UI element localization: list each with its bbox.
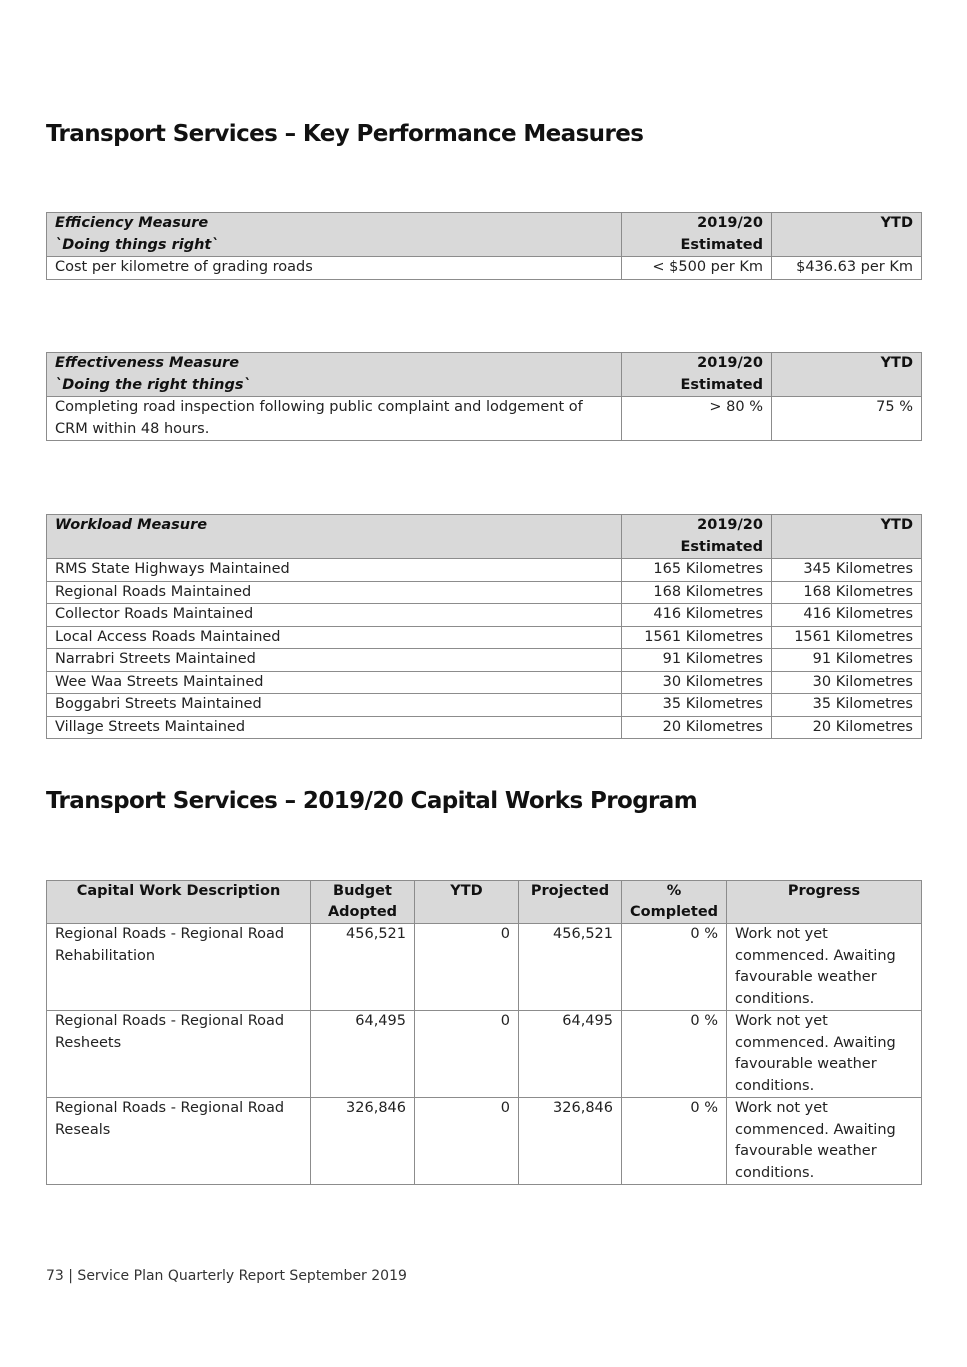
percent-completed-header: % Completed [622, 881, 727, 924]
measure-cell: Completing road inspection following public complaint and lodgement of CRM within 48 hours. [47, 397, 622, 441]
header-line: `Doing things right` [55, 236, 219, 253]
header-line: Estimated [680, 236, 763, 253]
measure-cell: Collector Roads Maintained [47, 604, 622, 627]
ytd-header: YTD [772, 515, 922, 559]
table-row [47, 397, 922, 441]
progress-header: Progress [727, 881, 922, 924]
estimated-cell: 30 Kilometres [622, 671, 772, 694]
table-row [47, 257, 922, 280]
header-line: `Doing the right things` [55, 376, 251, 393]
progress-cell: Work not yet commenced. Awaiting favourable weather conditions. [727, 1098, 922, 1185]
percent-cell: 0 % [622, 1098, 727, 1185]
table-row [47, 671, 922, 694]
estimated-cell: 168 Kilometres [622, 581, 772, 604]
header-line: Efficiency Measure [55, 215, 209, 231]
budget-cell: 456,521 [311, 924, 415, 1011]
ytd-cell: 1561 Kilometres [772, 626, 922, 649]
ytd-cell: 35 Kilometres [772, 694, 922, 717]
table-row [47, 649, 922, 672]
percent-cell: 0 % [622, 1011, 727, 1098]
budget-cell: 64,495 [311, 1011, 415, 1098]
measure-cell: Cost per kilometre of grading roads [47, 257, 622, 280]
table-row [47, 924, 922, 1011]
ytd-header: YTD [772, 353, 922, 397]
measure-cell: Boggabri Streets Maintained [47, 694, 622, 717]
estimated-cell: 35 Kilometres [622, 694, 772, 717]
table-header-row [47, 213, 922, 257]
ytd-cell: 0 [415, 1011, 519, 1098]
table-row [47, 581, 922, 604]
description-header: Capital Work Description [47, 881, 311, 924]
measure-cell: Wee Waa Streets Maintained [47, 671, 622, 694]
estimated-cell: 416 Kilometres [622, 604, 772, 627]
capital-works-table [46, 880, 922, 1185]
header-line: 2019/20 [697, 215, 763, 231]
header-line: Estimated [680, 538, 763, 555]
section-title-capital-works: Transport Services – 2019/20 Capital Works Program [46, 788, 698, 814]
budget-cell: 326,846 [311, 1098, 415, 1185]
workload-measure-table [46, 514, 922, 739]
projected-cell: 456,521 [519, 924, 622, 1011]
estimated-cell: 1561 Kilometres [622, 626, 772, 649]
ytd-cell: 416 Kilometres [772, 604, 922, 627]
section-title-kpi: Transport Services – Key Performance Measures [46, 121, 644, 147]
description-cell: Regional Roads - Regional Road Reseals [47, 1098, 311, 1185]
projected-header: Projected [519, 881, 622, 924]
table-row [47, 604, 922, 627]
description-cell: Regional Roads - Regional Road Resheets [47, 1011, 311, 1098]
ytd-cell: 345 Kilometres [772, 559, 922, 582]
header-line: Estimated [680, 376, 763, 393]
ytd-cell: $436.63 per Km [772, 257, 922, 280]
header-line: 2019/20 [697, 355, 763, 371]
estimated-cell: 165 Kilometres [622, 559, 772, 582]
measure-cell: Village Streets Maintained [47, 716, 622, 739]
projected-cell: 326,846 [519, 1098, 622, 1185]
table-row [47, 694, 922, 717]
measure-cell: Narrabri Streets Maintained [47, 649, 622, 672]
ytd-header: YTD [772, 213, 922, 257]
estimated-cell: 91 Kilometres [622, 649, 772, 672]
workload-measure-header: Workload Measure [47, 515, 622, 559]
table-row [47, 716, 922, 739]
ytd-header: YTD [415, 881, 519, 924]
estimated-cell: 20 Kilometres [622, 716, 772, 739]
ytd-cell: 0 [415, 924, 519, 1011]
table-header-row [47, 515, 922, 559]
table-header-row [47, 353, 922, 397]
table-row [47, 626, 922, 649]
header-line: 2019/20 [697, 517, 763, 533]
table-header-row [47, 881, 922, 924]
projected-cell: 64,495 [519, 1011, 622, 1098]
progress-cell: Work not yet commenced. Awaiting favourable weather conditions. [727, 1011, 922, 1098]
efficiency-measure-table [46, 212, 922, 280]
header-line: Effectiveness Measure [55, 355, 240, 371]
measure-cell: RMS State Highways Maintained [47, 559, 622, 582]
efficiency-measure-header [47, 213, 622, 257]
estimated-header [622, 353, 772, 397]
ytd-cell: 0 [415, 1098, 519, 1185]
ytd-cell: 168 Kilometres [772, 581, 922, 604]
progress-cell: Work not yet commenced. Awaiting favourable weather conditions. [727, 924, 922, 1011]
effectiveness-measure-header [47, 353, 622, 397]
percent-cell: 0 % [622, 924, 727, 1011]
estimated-cell: > 80 % [622, 397, 772, 441]
estimated-header [622, 213, 772, 257]
measure-cell: Local Access Roads Maintained [47, 626, 622, 649]
estimated-cell: < $500 per Km [622, 257, 772, 280]
table-row [47, 559, 922, 582]
ytd-cell: 30 Kilometres [772, 671, 922, 694]
page-footer: 73 | Service Plan Quarterly Report September 2019 [46, 1268, 407, 1284]
measure-cell: Regional Roads Maintained [47, 581, 622, 604]
ytd-cell: 20 Kilometres [772, 716, 922, 739]
ytd-cell: 75 % [772, 397, 922, 441]
effectiveness-measure-table [46, 352, 922, 441]
budget-adopted-header: Budget Adopted [311, 881, 415, 924]
ytd-cell: 91 Kilometres [772, 649, 922, 672]
estimated-header [622, 515, 772, 559]
table-row [47, 1098, 922, 1185]
description-cell: Regional Roads - Regional Road Rehabilitation [47, 924, 311, 1011]
table-row [47, 1011, 922, 1098]
